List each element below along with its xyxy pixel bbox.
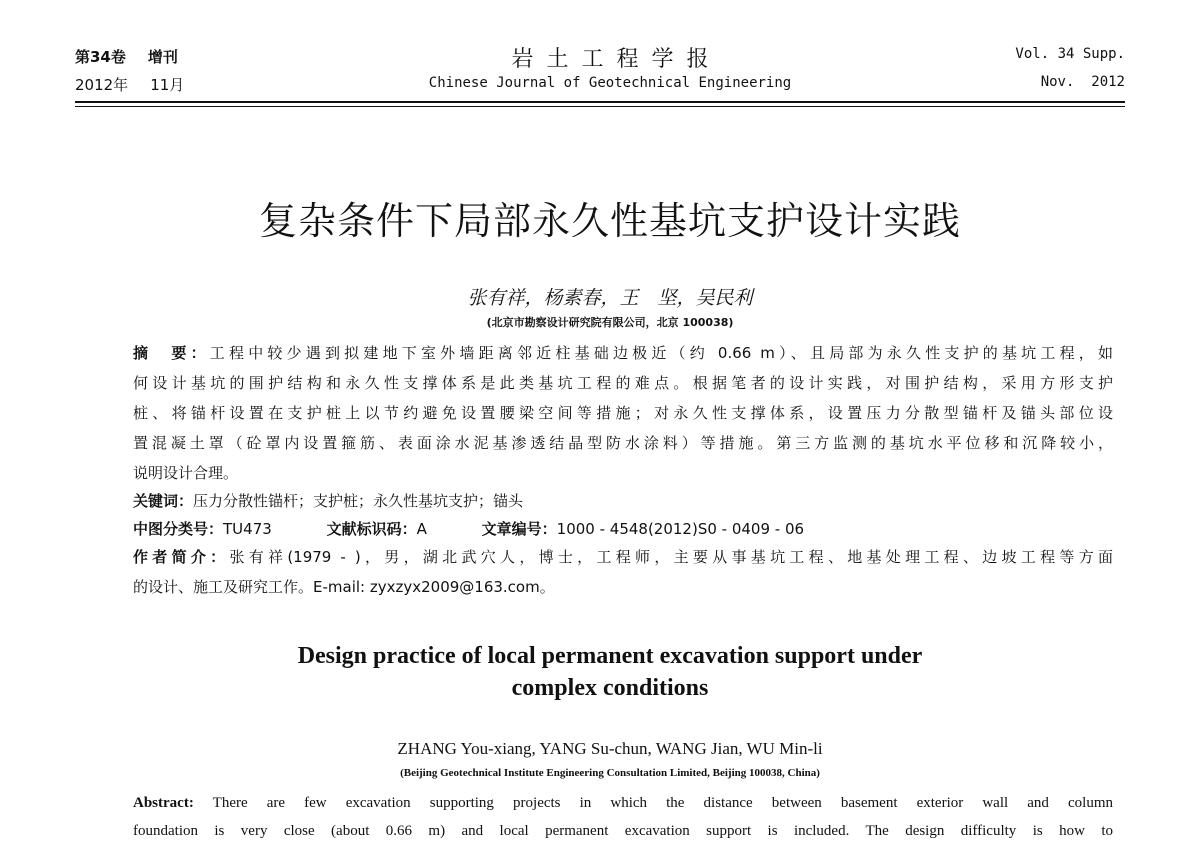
- authors-en: ZHANG You-xiang, YANG Su-chun, WANG Jian, WU Min-li: [397, 739, 823, 758]
- author-bio-line: 的设计、施工及研究工作。E-mail: zyxzyx2009@163.com。: [133, 578, 555, 596]
- abstract-en-line: Abstract: There are few excavation supporting projects in which the distance between basement exterior wall and column: [133, 795, 1113, 811]
- journal-title-en: Chinese Journal of Geotechnical Engineering: [428, 75, 792, 91]
- abstract-en-line: foundation is very close (about 0.66 m) and local permanent excavation support is included. The design difficulty is how to: [133, 823, 1113, 839]
- abstract-cn-line: 说明设计合理。: [133, 464, 239, 482]
- date-en: Nov. 2012: [1040, 74, 1125, 90]
- header-rule-thin: [75, 106, 1125, 107]
- paper-title-cn: 复杂条件下局部永久性基坑支护设计实践: [258, 199, 961, 243]
- volume-en: Vol. 34 Supp.: [1015, 46, 1125, 62]
- abstract-cn-line: 置混凝土罩（砼罩内设置箍筋、表面涂水泥基渗透结晶型防水涂料）等措施。第三方监测的基坑水平位移和沉降较小，: [133, 434, 1113, 452]
- date-cn: 2012年 11月: [75, 76, 185, 94]
- volume-cn: 第34卷 增刊: [75, 48, 178, 66]
- abstract-cn-line: 桩、将锚杆设置在支护桩上以节约避免设置腰梁空间等措施；对永久性支撑体系，设置压力分散型锚杆及锚头部位设: [133, 404, 1113, 422]
- paper-title-en-line2: complex conditions: [511, 675, 709, 701]
- header-rule: [75, 101, 1125, 103]
- classification: 中图分类号：TU473 文献标识码：A 文章编号：1000 - 4548(2012)S0 - 0409 - 06: [133, 520, 805, 538]
- paper-title-en: Design practice of local permanent excavation support under: [297, 643, 923, 669]
- author-bio-line: 作者简介：张有祥(1979 - )，男，湖北武穴人，博士，工程师，主要从事基坑工程、地基处理工程、边坡工程等方面: [133, 548, 1113, 566]
- authors-cn: 张有祥，杨素春，王 坚，吴民利: [467, 287, 753, 309]
- abstract-cn-line: 摘 要：工程中较少遇到拟建地下室外墙距离邻近柱基础边极近（约 0.66 m）、且局部为永久性支护的基坑工程，如: [133, 344, 1113, 362]
- abstract-cn-line: 何设计基坑的围护结构和永久性支撑体系是此类基坑工程的难点。根据笔者的设计实践，对围护结构，采用方形支护: [133, 374, 1113, 392]
- affiliation-cn: (北京市勘察设计研究院有限公司，北京 100038): [486, 316, 734, 329]
- affiliation-en: (Beijing Geotechnical Institute Engineering Consultation Limited, Beijing 100038, China): [400, 767, 820, 779]
- journal-title-cn: 岩 土 工 程 学 报: [511, 47, 709, 72]
- keywords: 关键词：压力分散性锚杆；支护桩；永久性基坑支护；锚头: [133, 492, 524, 510]
